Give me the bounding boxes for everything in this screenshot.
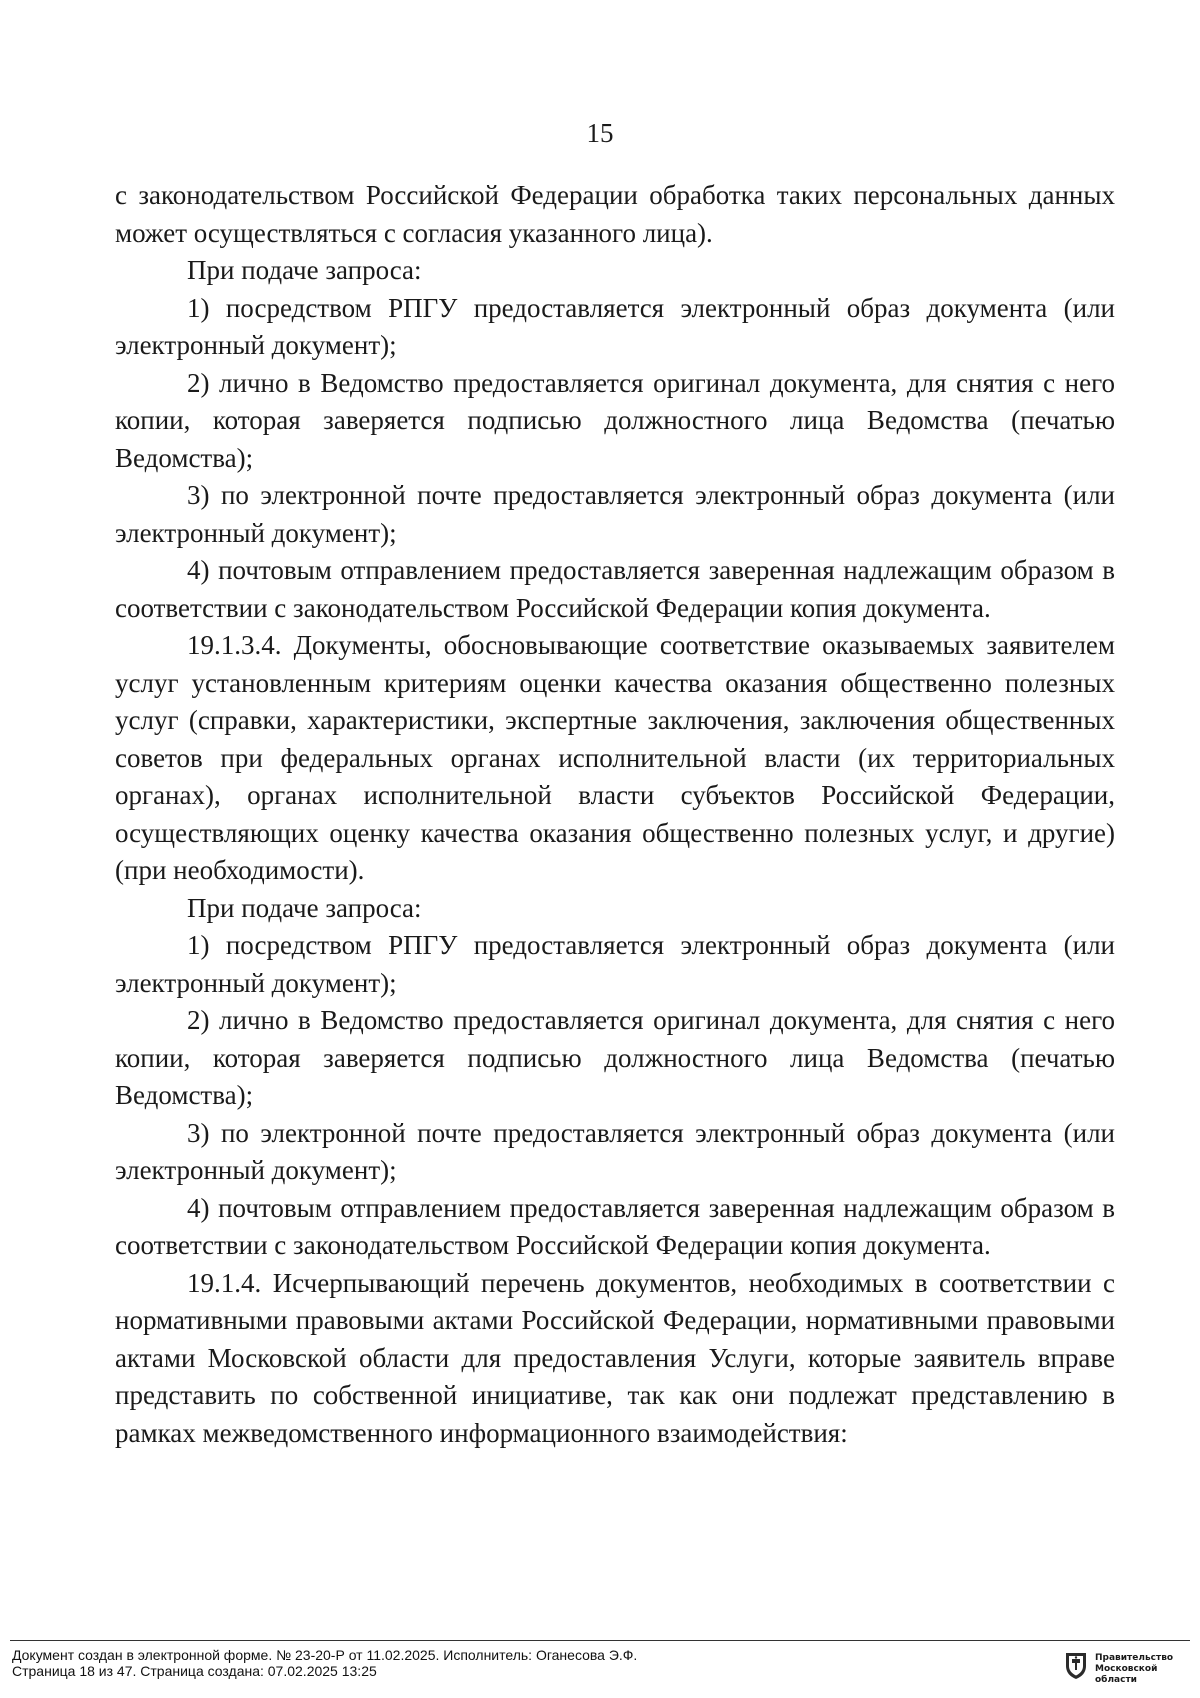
page-number: 15 — [586, 118, 614, 148]
paragraph-19-1-3-4: 19.1.3.4. Документы, обосновывающие соответствие оказываемых заявителем услуг установленным критериям оценки качества оказания общественно полезных услуг (справки, характеристики, экспертные заключения, заключения общественных советов при федеральных органах исполнительной власти (их территориальных органах), органах исполнительной власти субъектов Российской Федерации, осуществляющих оценку качества оказания общественно полезных услуг, и другие) (при необходимости). — [115, 630, 1115, 885]
list-item-email: 3) по электронной почте предоставляется электронный образ документа (или электронный документ); — [115, 1117, 1115, 1185]
footer-document-line: Документ создан в электронной форме. № 23-20-Р от 11.02.2025. Исполнитель: Оганесова Э.Ф. — [12, 1647, 638, 1663]
paragraph-continuation: с законодательством Российской Федерации обработка таких персональных данных может осуществляться с согласия указанного лица). — [115, 180, 1115, 248]
paragraph-submission-intro: При подаче запроса: — [187, 892, 422, 923]
logo-caption-line2: Московской области — [1095, 1664, 1158, 1685]
document-body — [115, 177, 1115, 1452]
government-logo — [1063, 1650, 1193, 1690]
list-item-in-person: 2) лично в Ведомство предоставляется оригинал документа, для снятия с него копии, которая заверяется подписью должностного лица Ведомства (печатью Ведомства); — [115, 367, 1115, 473]
list-item-in-person: 2) лично в Ведомство предоставляется оригинал документа, для снятия с него копии, которая заверяется подписью должностного лица Ведомства (печатью Ведомства); — [115, 1005, 1115, 1110]
list-item-post: 4) почтовым отправлением предоставляется заверенная надлежащим образом в соответствии с законодательством Российской Федерации копия документа. — [115, 555, 1115, 623]
footer-info — [12, 1647, 1012, 1679]
logo-caption-line1: Правительство — [1095, 1653, 1174, 1663]
logo-caption — [1095, 1653, 1195, 1686]
footer-page-line: Страница 18 из 47. Страница создана: 07.02.2025 13:25 — [12, 1663, 377, 1679]
list-item-rpgu: 1) посредством РПГУ предоставляется электронный образ документа (или электронный документ); — [115, 930, 1115, 998]
paragraph-19-1-4: 19.1.4. Исчерпывающий перечень документов, необходимых в соответствии с нормативными правовыми актами Российской Федерации, нормативными правовыми актами Московской области для предоставления Услуги, которые заявитель вправе представить по собственной инициативе, так как они подлежат представлению в рамках межведомственного информационного взаимодействия: — [115, 1267, 1115, 1448]
list-item-rpgu: 1) посредством РПГУ предоставляется электронный образ документа (или электронный документ); — [115, 292, 1115, 360]
paragraph-submission-intro: При подаче запроса: — [187, 255, 422, 285]
coat-of-arms-icon — [1063, 1650, 1089, 1680]
list-item-post: 4) почтовым отправлением предоставляется заверенная надлежащим образом в соответствии с законодательством Российской Федерации копия документа. — [115, 1192, 1115, 1260]
list-item-email: 3) по электронной почте предоставляется электронный образ документа (или электронный документ); — [115, 480, 1115, 548]
footer-divider — [10, 1640, 1190, 1641]
